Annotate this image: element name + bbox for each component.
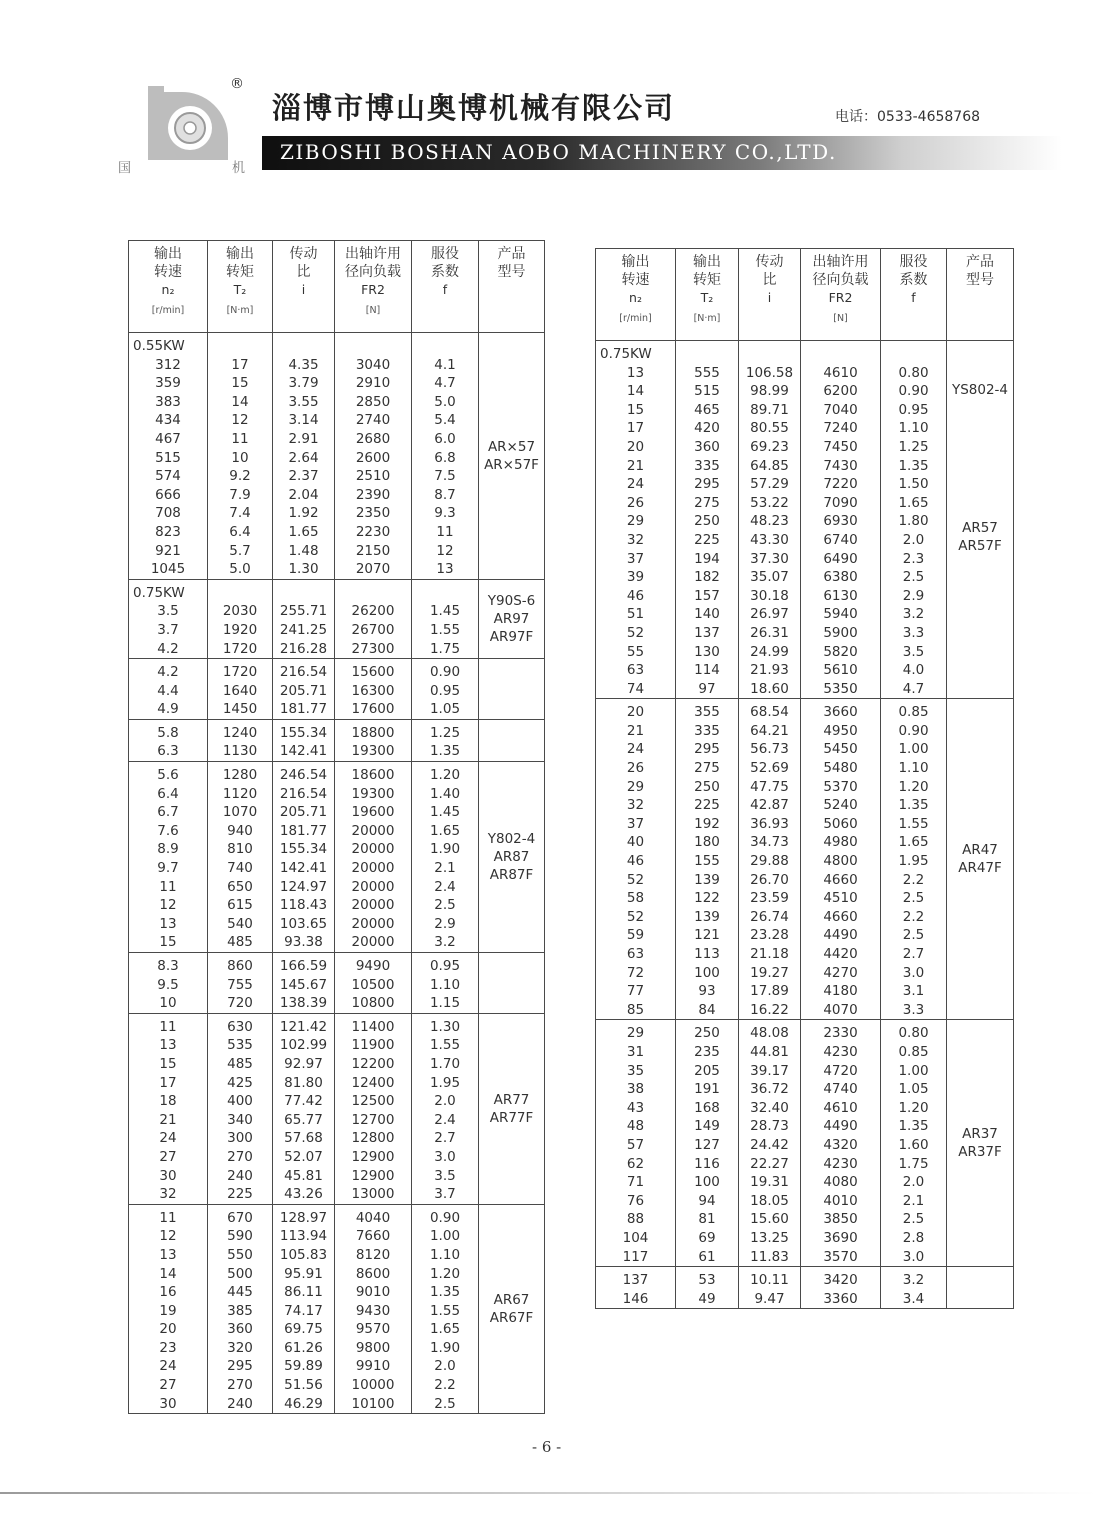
right-cell-product <box>947 1267 1014 1309</box>
left-values-n: 3.5 3.7 4.2 <box>157 603 179 657</box>
left-cell-i <box>273 1204 335 1414</box>
right-cell-fr <box>801 699 881 1020</box>
left-values-i: 128.97 113.94 105.83 95.91 86.11 74.17 69.75 61.26 59.89 51.56 46.29 <box>279 1209 328 1412</box>
left-cell-f <box>412 1013 479 1204</box>
right-cell-i <box>739 1020 801 1267</box>
section-spacer <box>881 345 946 364</box>
right-values-f: 0.80 0.90 0.95 1.10 1.25 1.35 1.50 1.65 1.80 2.0 2.3 2.5 2.9 3.2 3.3 3.5 4.0 4.7 <box>898 364 929 697</box>
left-cell-fr <box>335 333 412 580</box>
right-cell-n <box>596 341 676 699</box>
left-cell-fr <box>335 579 412 658</box>
right-values-n: 20 21 24 26 29 32 37 40 46 52 58 52 59 63 72 77 85 <box>626 704 645 1018</box>
left-cell-fr <box>335 719 412 761</box>
column-header-torque-label: 输出 转矩 <box>693 254 721 288</box>
company-name-en: ZIBOSHI BOSHAN AOBO MACHINERY CO.,LTD. <box>280 140 837 164</box>
column-header-ratio-label: 传动 比 <box>755 254 784 288</box>
left-values-fr: 18600 19300 19600 20000 20000 20000 20000 20000 20000 20000 <box>351 767 395 951</box>
company-name-cn: 淄博市博山奥博机械有限公司 <box>272 91 676 125</box>
column-header-speed <box>596 249 676 341</box>
column-header-ratio <box>273 241 335 333</box>
section-spacer <box>412 337 478 356</box>
table-row <box>129 659 545 720</box>
table-row <box>596 699 1014 1020</box>
left-cell-fr <box>335 762 412 953</box>
column-header-factor <box>881 249 947 341</box>
left-cell-t <box>208 579 273 658</box>
right-cell-f <box>881 1020 947 1267</box>
product-model: Y802-4 AR87 AR87F <box>487 831 536 884</box>
column-header-torque-symbol: T₂ <box>233 282 247 297</box>
left-cell-n <box>129 719 208 761</box>
left-values-f: 0.95 1.10 1.15 <box>429 958 461 1012</box>
left-cell-t <box>208 659 273 720</box>
svg-text:机: 机 <box>232 161 246 176</box>
footer-rule <box>0 1492 1096 1494</box>
right-values-fr: 3660 4950 5450 5480 5370 5240 5060 4980 4800 4660 4510 4660 4490 4420 4270 4180 4070 <box>823 704 858 1018</box>
column-header-load-label: 出轴许用 径向负载 <box>812 254 869 288</box>
header-row <box>596 249 1014 341</box>
product-model: AR37 AR37F <box>958 1126 1002 1161</box>
column-header-speed-symbol: n₂ <box>629 290 642 305</box>
right-cell-f <box>881 341 947 699</box>
section-spacer <box>335 337 411 356</box>
left-cell-fr <box>335 1013 412 1204</box>
column-header-speed <box>129 241 208 333</box>
left-values-n: 8.3 9.5 10 <box>157 958 179 1012</box>
left-values-f: 1.45 1.55 1.75 <box>429 603 461 657</box>
left-cell-i <box>273 659 335 720</box>
left-cell-product <box>479 579 545 658</box>
left-values-f: 0.90 0.95 1.05 <box>429 664 461 718</box>
left-cell-product <box>479 719 545 761</box>
left-cell-product <box>479 1013 545 1204</box>
table-row <box>596 1267 1014 1309</box>
left-values-i: 255.71 241.25 216.28 <box>279 603 328 657</box>
right-values-fr: 4610 6200 7040 7240 7450 7430 7220 7090 6930 6740 6490 6380 6130 5940 5900 5820 5610 5350 <box>823 364 858 697</box>
right-cell-t <box>676 341 739 699</box>
left-cell-f <box>412 762 479 953</box>
column-header-torque <box>676 249 739 341</box>
left-values-fr: 11400 11900 12200 12400 12500 12700 12800 12900 12900 13000 <box>351 1018 395 1203</box>
table-row <box>129 1204 545 1414</box>
left-cell-product <box>479 1204 545 1414</box>
svg-text:国: 国 <box>118 161 132 176</box>
right-values-n: 29 31 35 38 43 48 57 62 71 76 88 104 117 <box>622 1025 649 1265</box>
right-cell-i <box>739 1267 801 1309</box>
column-header-torque-symbol: T₂ <box>700 290 714 305</box>
left-cell-f <box>412 953 479 1014</box>
page-number: - 6 - <box>532 1438 562 1456</box>
left-cell-t <box>208 333 273 580</box>
right-values-i: 106.58 98.99 89.71 80.55 69.23 64.85 57.29 53.22 48.23 43.30 37.30 35.07 30.18 26.97 26.31 24.99 21.93 18.60 <box>745 364 794 697</box>
left-values-fr: 26200 26700 27300 <box>351 603 395 657</box>
left-values-t: 1720 1640 1450 <box>222 664 258 718</box>
right-cell-n <box>596 1020 676 1267</box>
left-values-i: 246.54 216.54 205.71 181.77 155.34 142.41 124.97 118.43 103.65 93.38 <box>279 767 328 951</box>
product-model: Y90S-6 AR97 AR97F <box>487 592 536 645</box>
left-values-t: 1240 1130 <box>222 724 258 760</box>
right-values-f: 3.2 3.4 <box>902 1272 925 1307</box>
left-values-n: 312 359 383 434 467 515 574 666 708 823 921 1045 <box>150 356 186 578</box>
left-values-i: 216.54 205.71 181.77 <box>279 664 328 718</box>
right-cell-product <box>947 699 1014 1020</box>
column-header-torque-unit: [N·m] <box>226 305 254 316</box>
left-values-n: 5.8 6.3 <box>157 724 179 760</box>
left-cell-n <box>129 762 208 953</box>
left-table-body <box>129 241 545 1414</box>
column-header-load-symbol: FR2 <box>828 290 853 305</box>
section-power-label: 0.55KW <box>133 338 185 354</box>
left-values-t: 1280 1120 1070 940 810 740 650 615 540 485 <box>222 767 258 951</box>
column-header-speed-unit: [r/min] <box>619 313 652 324</box>
left-values-t: 670 590 550 500 445 385 360 320 295 270 240 <box>227 1209 253 1412</box>
right-cell-f <box>881 1267 947 1309</box>
right-cell-product <box>947 1020 1014 1267</box>
left-values-t: 2030 1920 1720 <box>222 603 258 657</box>
right-table-body <box>596 249 1014 1309</box>
product-model: AR67 AR67F <box>489 1291 534 1326</box>
left-values-i: 166.59 145.67 138.39 <box>279 958 328 1012</box>
column-header-load-unit: [N] <box>365 305 381 316</box>
left-cell-t <box>208 1204 273 1414</box>
right-values-t: 250 235 205 191 168 149 127 116 100 94 81 69 61 <box>694 1025 720 1265</box>
column-header-factor-symbol: f <box>911 290 916 305</box>
left-cell-n <box>129 1204 208 1414</box>
column-header-speed-unit: [r/min] <box>151 305 185 316</box>
column-header-speed-label: 输出 转速 <box>621 254 650 288</box>
left-cell-n <box>129 953 208 1014</box>
left-cell-i <box>273 953 335 1014</box>
table-row <box>129 762 545 953</box>
left-spec-table <box>128 240 545 1414</box>
right-cell-fr <box>801 1020 881 1267</box>
column-header-factor-label: 服役 系数 <box>431 246 459 280</box>
section-spacer <box>273 337 334 356</box>
right-values-f: 0.80 0.85 1.00 1.05 1.20 1.35 1.60 1.75 2.0 2.1 2.5 2.8 3.0 <box>898 1025 929 1265</box>
column-header-load-unit: [N] <box>833 313 848 324</box>
left-values-f: 4.1 4.7 5.0 5.4 6.0 6.8 7.5 8.7 9.3 11 12 13 <box>434 356 456 578</box>
left-values-f: 1.20 1.40 1.45 1.65 1.90 2.1 2.4 2.5 2.9 3.2 <box>429 767 461 951</box>
table-row <box>129 1013 545 1204</box>
section-spacer <box>208 337 272 356</box>
right-values-t: 53 49 <box>698 1272 716 1307</box>
right-cell-i <box>739 699 801 1020</box>
left-values-fr: 3040 2910 2850 2740 2680 2600 2510 2390 2350 2230 2150 2070 <box>355 356 391 578</box>
left-values-fr: 9490 10500 10800 <box>351 958 395 1012</box>
column-header-ratio <box>739 249 801 341</box>
product-model: AR77 AR77F <box>489 1091 534 1126</box>
section-spacer <box>801 345 880 364</box>
product-model: AR57 AR57F <box>958 520 1002 554</box>
left-values-fr: 18800 19300 <box>351 724 395 760</box>
left-cell-product <box>479 333 545 580</box>
table-row <box>129 579 545 658</box>
right-cell-t <box>676 1267 739 1309</box>
column-header-torque-unit: [N·m] <box>693 313 721 324</box>
left-cell-fr <box>335 953 412 1014</box>
table-row <box>596 341 1014 699</box>
section-spacer <box>208 584 272 603</box>
left-cell-t <box>208 953 273 1014</box>
section-spacer <box>676 345 738 364</box>
right-cell-product <box>947 341 1014 699</box>
registered-mark-icon: ® <box>230 76 244 92</box>
left-cell-t <box>208 1013 273 1204</box>
product-model-top: YS802-4 <box>951 382 1009 398</box>
left-cell-n <box>129 1013 208 1204</box>
right-cell-i <box>739 341 801 699</box>
left-cell-i <box>273 1013 335 1204</box>
section-spacer <box>412 584 478 603</box>
table-row <box>129 333 545 580</box>
section-power-label: 0.75KW <box>600 346 652 362</box>
left-values-f: 0.90 1.00 1.10 1.20 1.35 1.55 1.65 1.90 2.0 2.2 2.5 <box>429 1209 461 1412</box>
right-cell-n <box>596 1267 676 1309</box>
right-values-t: 355 335 295 275 250 225 192 180 155 139 122 139 121 113 100 93 84 <box>694 704 720 1018</box>
header-row <box>129 241 545 333</box>
left-values-t: 630 535 485 425 400 340 300 270 240 225 <box>227 1018 253 1203</box>
column-header-product-label: 产品 型号 <box>497 246 526 280</box>
left-cell-f <box>412 579 479 658</box>
left-cell-i <box>273 762 335 953</box>
right-cell-n <box>596 699 676 1020</box>
left-cell-f <box>412 719 479 761</box>
right-values-i: 48.08 44.81 39.17 36.72 32.40 28.73 24.42 22.27 19.31 18.05 15.60 13.25 11.83 <box>750 1025 789 1265</box>
left-cell-n <box>129 659 208 720</box>
column-header-load-symbol: FR2 <box>361 282 385 297</box>
table-row <box>129 953 545 1014</box>
right-cell-fr <box>801 341 881 699</box>
column-header-product <box>479 241 545 333</box>
column-header-speed-symbol: n₂ <box>161 282 175 297</box>
right-values-f: 0.85 0.90 1.00 1.10 1.20 1.35 1.55 1.65 1.95 2.2 2.5 2.2 2.5 2.7 3.0 3.1 3.3 <box>898 704 929 1018</box>
left-values-n: 5.6 6.4 6.7 7.6 8.9 9.7 11 12 13 15 <box>157 767 179 951</box>
section-spacer <box>739 345 800 364</box>
left-values-i: 4.35 3.79 3.55 3.14 2.91 2.64 2.37 2.04 1.92 1.65 1.48 1.30 <box>288 356 319 578</box>
column-header-ratio-symbol: i <box>767 290 772 305</box>
left-values-t: 860 755 720 <box>227 958 253 1012</box>
table-row <box>596 1020 1014 1267</box>
column-header-ratio-symbol: i <box>301 282 306 297</box>
right-values-fr: 2330 4230 4720 4740 4610 4490 4320 4230 4080 4010 3850 3690 3570 <box>823 1025 858 1265</box>
left-values-f: 1.25 1.35 <box>429 724 461 760</box>
left-cell-t <box>208 719 273 761</box>
column-header-load-label: 出轴许用 径向负载 <box>345 246 401 280</box>
left-cell-product <box>479 953 545 1014</box>
phone-number: 电话：0533-4658768 <box>835 109 981 125</box>
left-cell-fr <box>335 659 412 720</box>
column-header-product-label: 产品 型号 <box>966 254 994 288</box>
left-cell-t <box>208 762 273 953</box>
right-values-n: 137 146 <box>622 1272 649 1307</box>
table-row <box>129 719 545 761</box>
product-model: AR×57 AR×57F <box>484 438 539 473</box>
right-cell-t <box>676 699 739 1020</box>
left-values-i: 121.42 102.99 92.97 81.80 77.42 65.77 57.68 52.07 45.81 43.26 <box>279 1018 328 1203</box>
company-logo <box>118 68 258 178</box>
right-cell-t <box>676 1020 739 1267</box>
left-cell-n <box>129 579 208 658</box>
left-cell-i <box>273 579 335 658</box>
right-spec-table <box>595 248 1014 1309</box>
column-header-factor-label: 服役 系数 <box>899 254 928 288</box>
section-power-label: 0.75KW <box>133 584 185 601</box>
column-header-torque-label: 输出 转矩 <box>226 246 254 280</box>
left-values-fr: 15600 16300 17600 <box>351 664 395 718</box>
column-header-factor-symbol: f <box>442 282 448 297</box>
left-values-n: 4.2 4.4 4.9 <box>157 664 179 718</box>
left-cell-f <box>412 659 479 720</box>
right-values-i: 68.54 64.21 56.73 52.69 47.75 42.87 36.93 34.73 29.88 26.70 23.59 26.74 23.28 21.18 19.27 17.89 16.22 <box>750 704 789 1018</box>
column-header-product <box>947 249 1014 341</box>
left-cell-f <box>412 1204 479 1414</box>
section-spacer <box>273 584 334 603</box>
product-model: AR47 AR47F <box>958 842 1002 877</box>
column-header-load <box>335 241 412 333</box>
right-values-n: 13 14 15 17 20 21 24 26 29 32 37 39 46 51 52 55 63 74 <box>626 364 645 697</box>
left-values-i: 155.34 142.41 <box>279 724 328 760</box>
left-cell-n <box>129 333 208 580</box>
left-cell-product <box>479 762 545 953</box>
left-cell-i <box>273 333 335 580</box>
right-cell-fr <box>801 1267 881 1309</box>
column-header-factor <box>412 241 479 333</box>
left-values-t: 17 15 14 12 11 10 9.2 7.9 7.4 6.4 5.7 5.0 <box>229 356 251 578</box>
right-values-fr: 3420 3360 <box>823 1272 858 1307</box>
column-header-ratio-label: 传动 比 <box>289 246 318 280</box>
right-values-i: 10.11 9.47 <box>750 1272 789 1307</box>
left-cell-f <box>412 333 479 580</box>
column-header-torque <box>208 241 273 333</box>
column-header-speed-label: 输出 转速 <box>154 246 182 280</box>
right-cell-f <box>881 699 947 1020</box>
right-values-t: 555 515 465 420 360 335 295 275 250 225 194 182 157 140 137 130 114 97 <box>694 364 720 697</box>
left-values-n: 11 12 13 14 16 19 20 23 24 27 30 <box>159 1209 177 1412</box>
column-header-load <box>801 249 881 341</box>
left-values-n: 11 13 15 17 18 21 24 27 30 32 <box>159 1018 177 1203</box>
section-spacer <box>335 584 411 603</box>
left-cell-fr <box>335 1204 412 1414</box>
left-cell-product <box>479 659 545 720</box>
left-values-f: 1.30 1.55 1.70 1.95 2.0 2.4 2.7 3.0 3.5 3.7 <box>429 1018 461 1203</box>
left-cell-i <box>273 719 335 761</box>
left-values-fr: 4040 7660 8120 8600 9010 9430 9570 9800 9910 10000 10100 <box>351 1209 395 1412</box>
